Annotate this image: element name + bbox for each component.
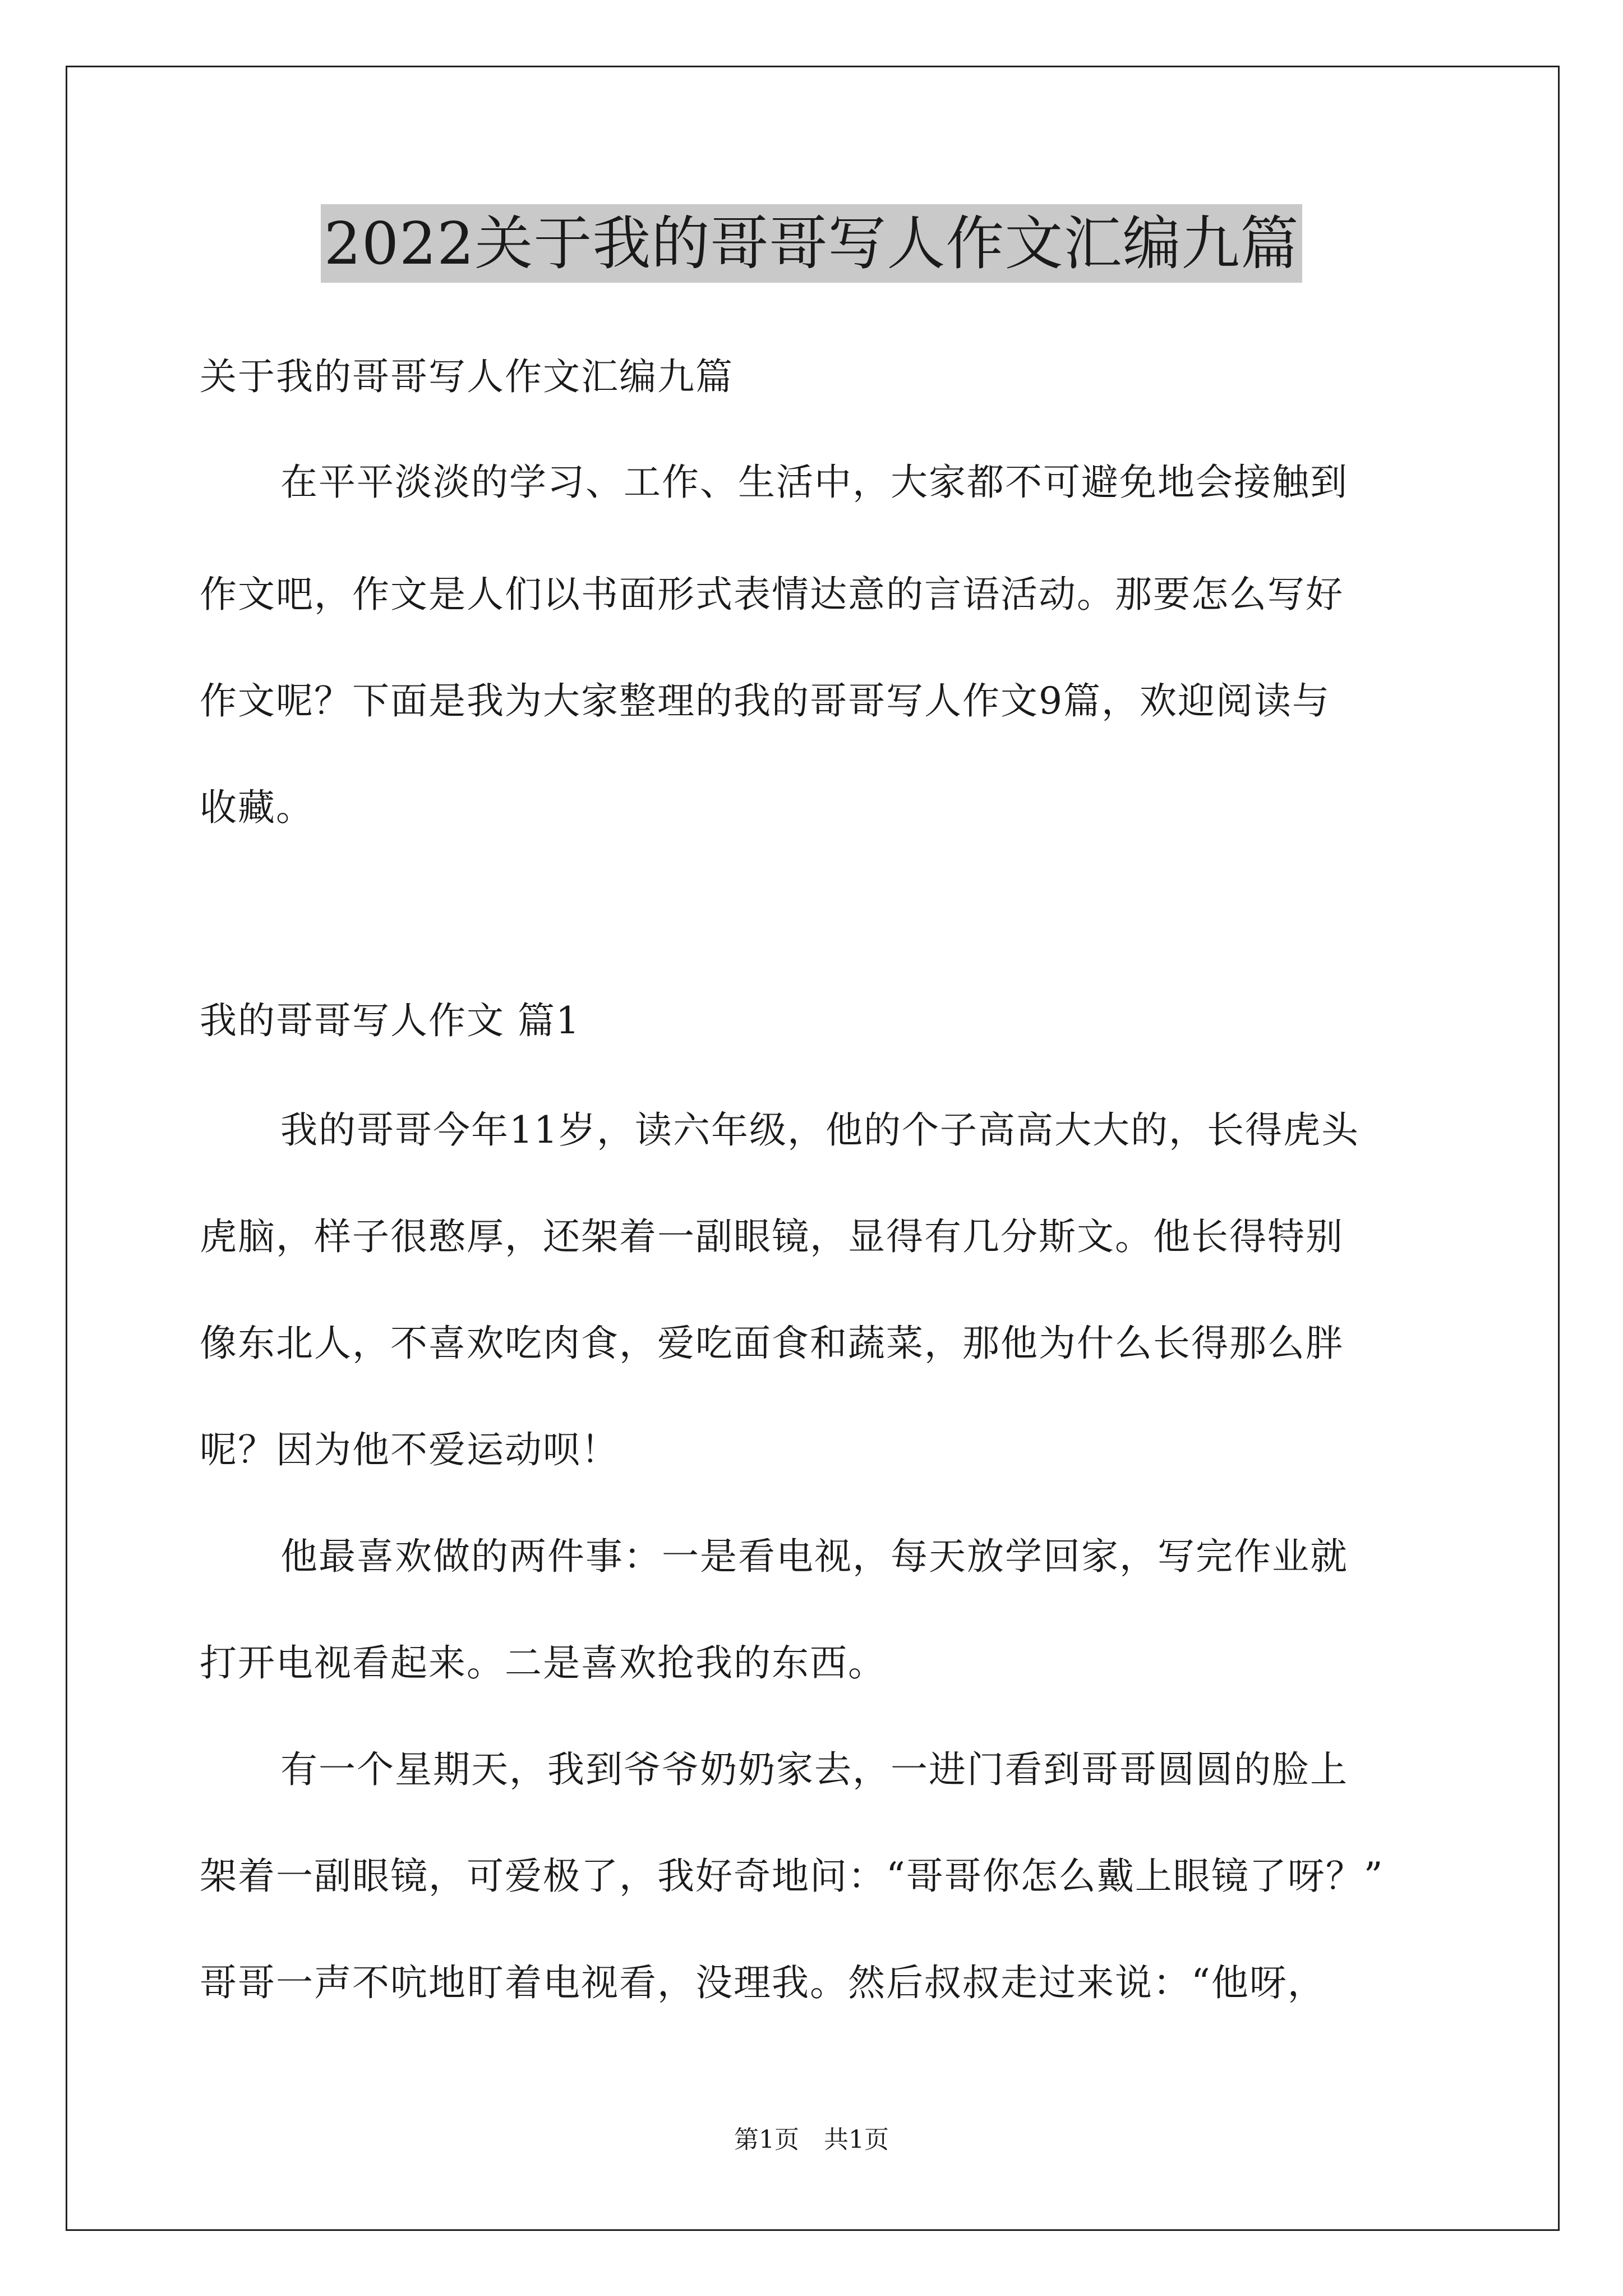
body-line-8: 架着一副眼镜，可爱极了，我好奇地问：“哥哥你怎么戴上眼镜了呀？” xyxy=(200,1855,1384,1898)
intro-line-1: 在平平淡淡的学习、工作、生活中，大家都不可避免地会接触到 xyxy=(280,461,1348,504)
body-line-7: 有一个星期天，我到爷爷奶奶家去，一进门看到哥哥圆圆的脸上 xyxy=(280,1748,1348,1791)
intro-line-4: 收藏。 xyxy=(200,786,314,829)
body-line-5: 他最喜欢做的两件事：一是看电视，每天放学回家，写完作业就 xyxy=(280,1535,1348,1578)
document-title-text: 2022关于我的哥哥写人作文汇编九篇 xyxy=(321,204,1303,283)
body-line-9: 哥哥一声不吭地盯着电视看，没理我。然后叔叔走过来说：“他呀， xyxy=(200,1961,1326,2004)
section-heading: 我的哥哥写人作文 篇1 xyxy=(200,999,580,1042)
body-line-3: 像东北人，不喜欢吃肉食，爱吃面食和蔬菜，那他为什么长得那么胖 xyxy=(200,1322,1344,1365)
body-line-4: 呢？因为他不爱运动呗！ xyxy=(200,1428,619,1471)
page-footer: 第1页 共1页 xyxy=(734,2125,889,2154)
intro-line-3: 作文呢？下面是我为大家整理的我的哥哥写人作文9篇，欢迎阅读与 xyxy=(200,679,1330,723)
document-title xyxy=(0,204,1623,283)
body-line-2: 虎脑，样子很憨厚，还架着一副眼镜，显得有几分斯文。他长得特别 xyxy=(200,1215,1344,1258)
subtitle: 关于我的哥哥写人作文汇编九篇 xyxy=(200,355,734,398)
intro-line-2: 作文吧，作文是人们以书面形式表情达意的言语活动。那要怎么写好 xyxy=(200,573,1344,616)
body-line-6: 打开电视看起来。二是喜欢抢我的东西。 xyxy=(200,1641,886,1685)
body-line-1: 我的哥哥今年11岁，读六年级，他的个子高高大大的，长得虎头 xyxy=(280,1108,1359,1152)
